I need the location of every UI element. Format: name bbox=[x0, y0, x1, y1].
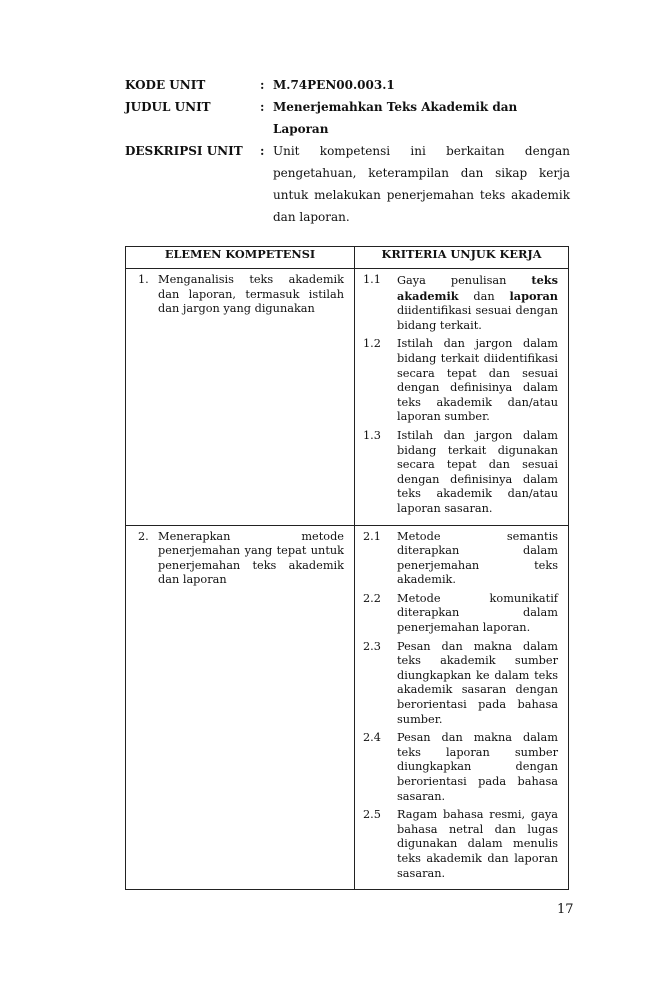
criteria-number: 1.3 bbox=[363, 428, 381, 442]
criteria-text bbox=[397, 273, 558, 333]
criteria-text: Istilah dan jargon dalam bidang terkait diidentifikasi secara tepat dan sesuai dengan definisinya dalam teks akademik dan/atau laporan sumber. bbox=[397, 337, 558, 424]
element-cell bbox=[126, 525, 355, 890]
criteria-item bbox=[363, 337, 558, 425]
criteria-item bbox=[363, 640, 558, 728]
criteria-text-part: Gaya penulisan bbox=[397, 274, 532, 287]
criteria-text: Pesan dan makna dalam teks akademik sumber diungkapkan ke dalam teks akademik sasaran dengan berorientasi pada bahasa sumber. bbox=[397, 639, 558, 726]
criteria-number: 2.5 bbox=[363, 808, 381, 822]
criteria-text: Istilah dan jargon dalam bidang terkait digunakan secara tepat dan sesuai dengan definisinya dalam teks akademik dan/atau laporan sasaran. bbox=[397, 428, 558, 515]
criteria-text-part: dan bbox=[458, 289, 510, 303]
criteria-text-part: teks akademik bbox=[397, 273, 558, 303]
criteria-item bbox=[363, 731, 558, 804]
criteria-item bbox=[363, 273, 558, 333]
unit-info bbox=[125, 74, 570, 228]
criteria-number: 1.1 bbox=[363, 273, 381, 286]
criteria-text: Metode semantis diterapkan dalam penerjemahan teks akademik. bbox=[397, 529, 558, 587]
competency-table bbox=[125, 246, 569, 890]
element-item bbox=[138, 273, 344, 317]
colon: : bbox=[260, 100, 265, 114]
judul-unit-value: Menerjemahkan Teks Akademik dan Laporan bbox=[273, 100, 518, 136]
criteria-number: 1.2 bbox=[363, 337, 381, 351]
element-item bbox=[138, 530, 344, 588]
criteria-item bbox=[363, 808, 558, 881]
table-row bbox=[126, 269, 569, 526]
criteria-text-part: laporan bbox=[509, 288, 558, 303]
element-number: 1. bbox=[138, 273, 149, 286]
criteria-number: 2.2 bbox=[363, 591, 381, 605]
colon: : bbox=[260, 144, 265, 158]
criteria-text: Pesan dan makna dalam teks laporan sumber diungkapkan dengan berorientasi pada bahasa sasaran. bbox=[397, 731, 558, 803]
kode-unit-row bbox=[125, 74, 570, 96]
criteria-item bbox=[363, 530, 558, 588]
table-header-row bbox=[126, 247, 569, 269]
criteria-number: 2.4 bbox=[363, 731, 381, 745]
kode-unit-value: M.74PEN00.003.1 bbox=[273, 78, 395, 92]
element-cell bbox=[126, 269, 355, 526]
criteria-cell bbox=[355, 269, 569, 526]
criteria-number: 2.3 bbox=[363, 639, 381, 653]
deskripsi-unit-label: DESKRIPSI UNIT bbox=[125, 144, 243, 158]
deskripsi-unit-row bbox=[125, 140, 570, 228]
criteria-text-part: diidentifikasi sesuai dengan bidang terkait. bbox=[397, 304, 558, 332]
table-row bbox=[126, 525, 569, 890]
header-elemen: ELEMEN KOMPETENSI bbox=[126, 247, 355, 269]
criteria-number: 2.1 bbox=[363, 529, 381, 543]
element-text: Menganalisis teks akademik dan laporan, termasuk istilah dan jargon yang digunakan bbox=[158, 273, 344, 316]
judul-unit-label: JUDUL UNIT bbox=[125, 100, 211, 114]
criteria-item bbox=[363, 592, 558, 636]
page-number: 17 bbox=[557, 902, 574, 917]
criteria-item bbox=[363, 429, 558, 517]
header-kriteria: KRITERIA UNJUK KERJA bbox=[355, 247, 569, 269]
deskripsi-unit-value: Unit kompetensi ini berkaitan dengan pengetahuan, keterampilan dan sikap kerja untuk melakukan penerjemahan teks akademik dan laporan. bbox=[273, 144, 570, 224]
element-text: Menerapkan metode penerjemahan yang tepat untuk penerjemahan teks akademik dan laporan bbox=[158, 529, 344, 587]
criteria-text: Ragam bahasa resmi, gaya bahasa netral dan lugas digunakan dalam menulis teks akademik dan laporan sasaran. bbox=[397, 808, 558, 880]
judul-unit-row bbox=[125, 96, 570, 140]
kode-unit-label: KODE UNIT bbox=[125, 78, 206, 92]
criteria-text: Metode komunikatif diterapkan dalam penerjemahan laporan. bbox=[397, 591, 558, 635]
criteria-cell bbox=[355, 525, 569, 890]
element-number: 2. bbox=[138, 529, 149, 543]
colon: : bbox=[260, 78, 265, 92]
